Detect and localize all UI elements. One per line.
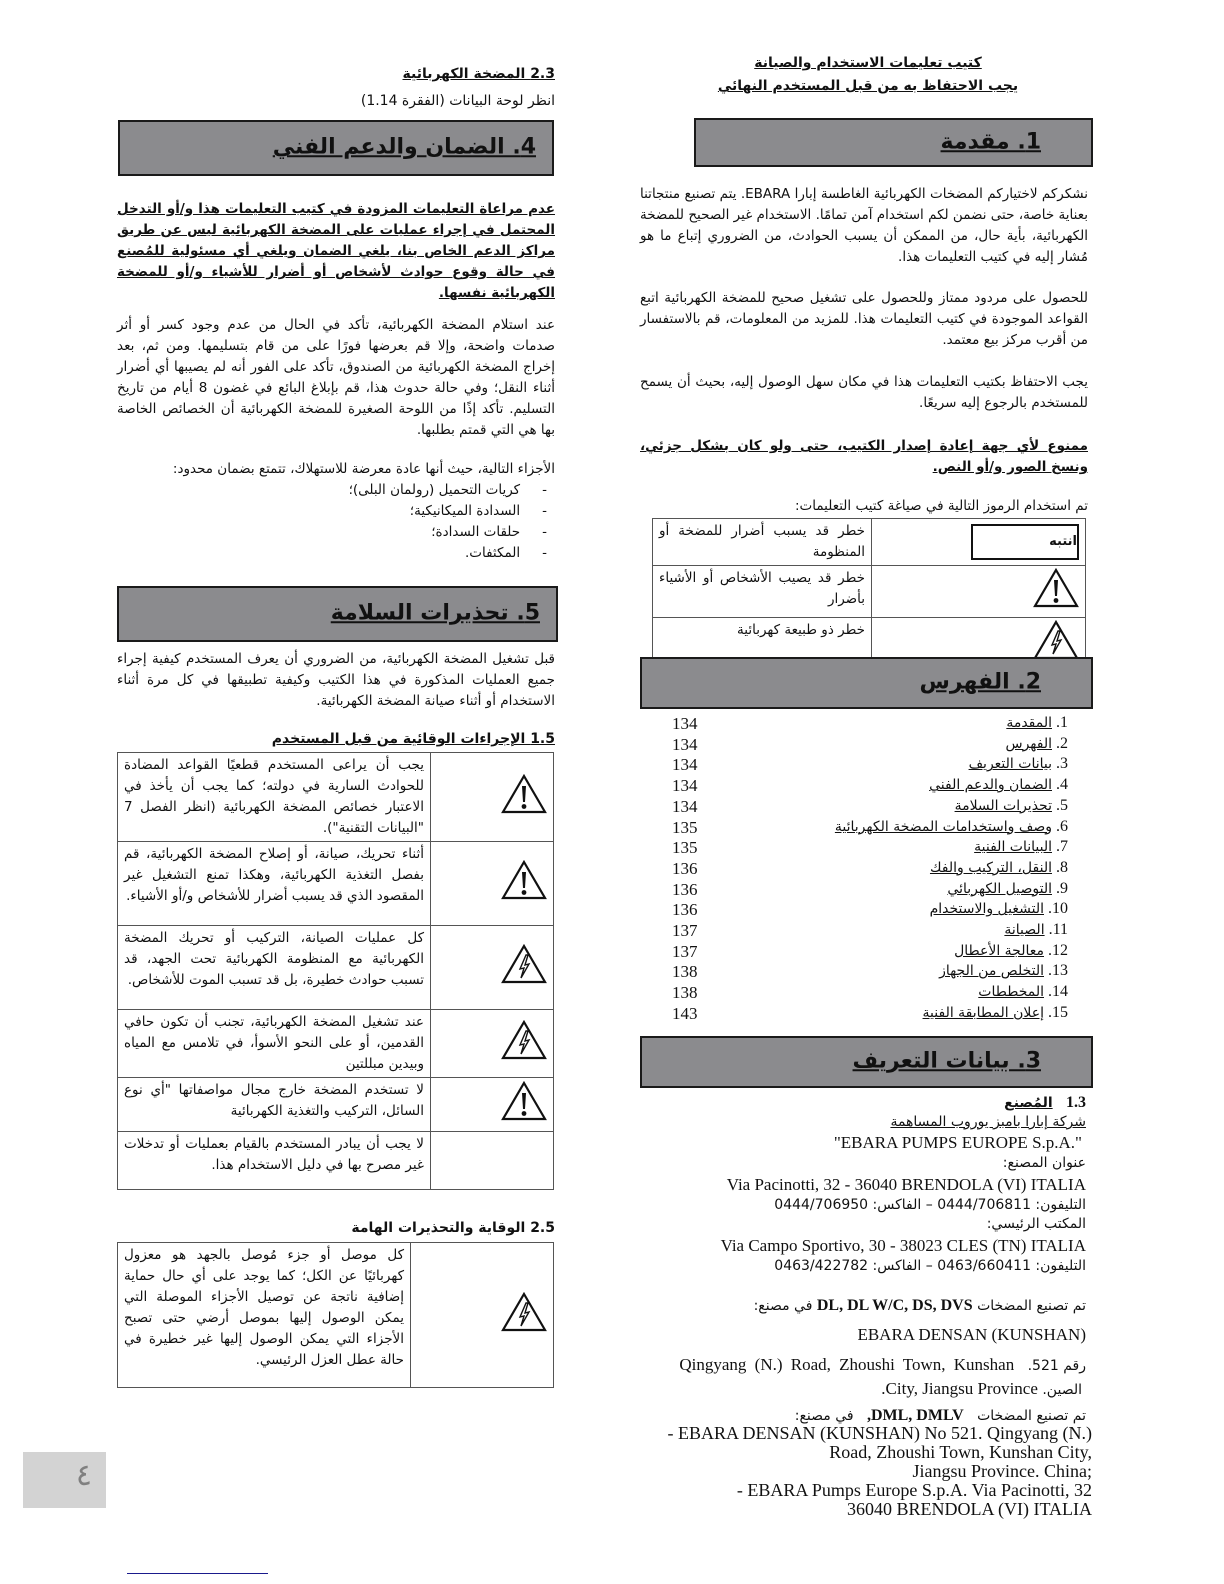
factory-address: Via Pacinotti, 32 - 36040 BRENDOLA (VI) ITALIA bbox=[726, 1175, 1086, 1194]
toc-item-title: الفهرس bbox=[1005, 735, 1052, 752]
page-number-box bbox=[23, 1452, 106, 1508]
table-row bbox=[653, 519, 1086, 566]
toc-label bbox=[1005, 735, 1068, 753]
manufacturer-block bbox=[640, 1093, 1086, 1426]
safety-paragraph: قبل تشغيل المضخة الكهربائية، من الضروري أن يعرف المستخدم كيفية إجراء جميع العمليات المذكورة في هذا الكتيب وكيفية تطبيقها في كل مرة أثناء الاستخدام أو أثناء صيانة المضخة الكهربائية. bbox=[117, 651, 555, 709]
copyright-warning: ممنوع لأي جهة إعادة إصدار الكتيب، حتى ولو كان بشكل جزئي، ونسخ الصور و/أو النص. bbox=[640, 438, 1088, 475]
list-item-text: كريات التحميل (رولمان البلى)؛ bbox=[348, 482, 521, 498]
description-cell: يجب أن يراعى المستخدم قطعيًا القواعد المضادة للحوادث السارية في دولته؛ كما يجب أن يأخذ في الاعتبار خصائص المضخة الكهربائية (انظر الفصل 7 "البيانات التقنية"). bbox=[118, 753, 431, 842]
warning-triangle-icon bbox=[501, 888, 547, 904]
toc-page-number: 134 bbox=[672, 714, 698, 733]
toc-page-number: 134 bbox=[672, 796, 698, 816]
subsection-title: 2.5 الوقاية والتحذيرات الهامة bbox=[351, 1220, 555, 1236]
toc-item-title: تحذيرات السلامة bbox=[954, 797, 1052, 814]
made-label: تم تصنيع المضخات bbox=[977, 1298, 1086, 1314]
toc-label bbox=[930, 859, 1068, 877]
table-row bbox=[118, 842, 554, 926]
parts-intro: الأجزاء التالية، حيث أنها عادة معرضة للاستهلاك، تتمتع بضمان محدود: bbox=[172, 461, 555, 477]
parts-block bbox=[117, 459, 555, 564]
electric-hazard-icon bbox=[501, 972, 547, 988]
list-item-text: السدادة الميكانيكية؛ bbox=[409, 503, 521, 519]
description-cell: كل عمليات الصيانة، التركيب أو تحريك المضخة الكهربائية مع المنظومة الكهربائية تحت الجهد، قد تسبب حوادث خطيرة، بل قد تسبب الموت للأشخاص. bbox=[118, 926, 431, 1010]
symbol-cell bbox=[431, 1010, 554, 1078]
intro-paragraph: يجب الاحتفاظ بكتيب التعليمات هذا في مكان سهل الوصول إليه، بحيث أن يسمح للمستخدم بالرجوع إليه سريعًا. bbox=[640, 374, 1088, 411]
toc-page-number: 136 bbox=[672, 900, 698, 920]
section-header-identification bbox=[640, 1036, 1093, 1088]
list-item: -المكثفات. bbox=[464, 545, 547, 561]
toc-page-number: 138 bbox=[672, 983, 698, 1003]
toc-page-number: 138 bbox=[672, 962, 698, 982]
models: DML, DMLV, bbox=[866, 1407, 964, 1424]
symbols-intro: تم استخدام الرموز التالية في صياغة كتيب التعليمات: bbox=[795, 498, 1088, 514]
toc-entry[interactable] bbox=[640, 755, 1092, 776]
important-warnings-table bbox=[117, 1242, 554, 1388]
description-cell: لا يجب أن يبادر المستخدم بالقيام بعمليات أو تدخلات غير مصرح بها في دليل الاستخدام هذا. bbox=[118, 1132, 431, 1190]
toc-entry[interactable] bbox=[640, 838, 1092, 859]
toc-item-title: معالجة الأعطال bbox=[954, 942, 1044, 959]
toc-label bbox=[930, 900, 1068, 918]
toc-item-number: 3. bbox=[1052, 755, 1068, 773]
table-row bbox=[118, 1078, 554, 1132]
description-cell: لا تستخدم المضخة خارج مجال مواصفاتها "أي نوع السائل، التركيب والتغذية الكهربائية bbox=[118, 1078, 431, 1132]
toc-entry[interactable] bbox=[640, 983, 1092, 1004]
table-row bbox=[118, 1010, 554, 1078]
section-header-index bbox=[640, 657, 1093, 709]
toc-entry[interactable] bbox=[640, 776, 1092, 797]
symbol-cell bbox=[431, 753, 554, 842]
document-title bbox=[640, 52, 1096, 98]
symbol-cell bbox=[431, 1132, 554, 1190]
section-header-warranty bbox=[118, 120, 554, 176]
warning-triangle-icon bbox=[501, 1109, 547, 1125]
warning-triangle-icon bbox=[1033, 596, 1079, 612]
subsection-text: انظر لوحة البيانات (الفقرة 1.14) bbox=[360, 93, 555, 109]
title-line: يجب الاحتفاظ به من قبل المستخدم النهائي bbox=[717, 78, 1019, 94]
factory-line: Jiangsu Province. China; bbox=[912, 1461, 1092, 1481]
section-heading: 3. بيانات التعريف bbox=[852, 1048, 1041, 1074]
toc-entry[interactable] bbox=[640, 797, 1092, 818]
toc-page-number: 134 bbox=[672, 734, 698, 754]
toc-entry[interactable] bbox=[640, 900, 1092, 921]
intro-paragraph: نشكركم لاختياركم المضخات الكهربائية الغاطسة إبارا EBARA. يتم تصنيع منتجاتنا بعناية خاصة، حتى نضمن لكم استخدام آمن تمامًا. الاستخدام غير الصحيح للمضخة الكهربائية، بأية حال، من الممكن أن يسبب الحوادث، من الضروري إتباع ما هو مُشار إليه في كتيب التعليمات هذا. bbox=[639, 186, 1088, 265]
toc-label bbox=[1004, 921, 1068, 939]
title-line: كتيب تعليمات الاستخدام والصيانة bbox=[754, 55, 982, 71]
toc-label bbox=[1006, 714, 1068, 732]
toc-page-number: 143 bbox=[672, 1003, 698, 1023]
toc-item-title: النقل، التركيب والفك bbox=[929, 859, 1052, 876]
list-item: -كريات التحميل (رولمان البلى)؛ bbox=[348, 482, 547, 498]
toc-page-number: 135 bbox=[672, 838, 698, 858]
toc-label bbox=[969, 755, 1068, 773]
toc-item-number: 12. bbox=[1044, 941, 1068, 959]
toc-entry[interactable] bbox=[640, 859, 1092, 880]
company-name-arabic: شركة إبارا بامبز يوروب المساهمة bbox=[890, 1114, 1086, 1130]
toc-item-title: وصف واستخدامات المضخة الكهربائية bbox=[834, 818, 1052, 835]
list-item: -حلقات السدادة؛ bbox=[431, 524, 547, 540]
section-header-introduction bbox=[694, 118, 1093, 167]
toc-label bbox=[947, 880, 1068, 898]
toc-label bbox=[954, 942, 1068, 960]
subsection-number: 1.3 bbox=[1066, 1094, 1086, 1111]
description-cell: كل موصل أو جزء مُوصل بالجهد هو معزول كهربائيًا عن الكل؛ كما يوجد على أي حال حماية إضافية ناتجة عن توصيل الأجزاء الموصلة التي يمكن الوصول إليها بموصل أرضي حتى تصبح الأجزاء التي يمكن الوصول إليها غير خطيرة في حالة عطل العزل الرئيسي. bbox=[118, 1243, 411, 1388]
toc-item-number: 9. bbox=[1052, 879, 1068, 897]
warranty-paragraph: عند استلام المضخة الكهربائية، تأكد في الحال من عدم وجود كسر أو أثر صدمات واضحة، وإلا قم بعرضها فورًا على من قام بتسليمها. ومن ثم، بعد إخراج المضخة الكهربائية من الصندوق، تأكد على الفور أنه لم يصيبها أي أضرار أثناء النقل؛ وفي حالة حدوث هذا، قم بإبلاغ البائع في غضون 8 أيام من تاريخ التسليم. تأكد إذًا من اللوحة الصغيرة للمضخة الكهربائية أن الخصائص الخاصة بها هي التي قمتم بطلبها. bbox=[117, 317, 555, 438]
toc-entry[interactable] bbox=[640, 735, 1092, 756]
table-row bbox=[118, 1132, 554, 1190]
table-row bbox=[118, 926, 554, 1010]
footnote-separator bbox=[127, 1573, 268, 1574]
toc-entry[interactable] bbox=[640, 942, 1092, 963]
section-heading: 4. الضمان والدعم الفني bbox=[272, 134, 536, 160]
toc-label bbox=[939, 962, 1068, 980]
toc-label bbox=[923, 1004, 1068, 1022]
made-label: تم تصنيع المضخات bbox=[977, 1408, 1086, 1424]
symbol-cell bbox=[431, 926, 554, 1010]
toc-page-number: 135 bbox=[672, 817, 698, 837]
address-part: Qingyang (N.) Road, Zhoushi Town, Kunshan bbox=[679, 1355, 1015, 1374]
symbol-cell bbox=[431, 1078, 554, 1132]
toc-item-title: البيانات الفنية bbox=[974, 839, 1052, 856]
toc-label bbox=[955, 797, 1068, 815]
symbols-table bbox=[652, 518, 1086, 670]
list-item: -السدادة الميكانيكية؛ bbox=[409, 503, 547, 519]
symbol-cell bbox=[872, 519, 1086, 566]
toc-item-number: 7. bbox=[1052, 838, 1068, 856]
toc-page-number: 136 bbox=[672, 858, 698, 878]
toc-page-number: 137 bbox=[672, 921, 698, 940]
symbol-cell bbox=[411, 1243, 554, 1388]
toc-item-title: التوصيل الكهربائي bbox=[947, 880, 1052, 897]
toc-item-title: الصيانة bbox=[1004, 922, 1045, 938]
warning-triangle-icon bbox=[501, 802, 547, 818]
toc-label bbox=[974, 838, 1068, 856]
toc-item-number: 15. bbox=[1044, 1003, 1068, 1021]
toc-entry[interactable] bbox=[640, 962, 1092, 983]
table-row bbox=[118, 753, 554, 842]
company-name: "EBARA PUMPS EUROPE S.p.A." bbox=[833, 1133, 1082, 1152]
toc-item-number: 10. bbox=[1044, 900, 1068, 918]
toc-label bbox=[978, 983, 1068, 1001]
toc-item-number: 2. bbox=[1052, 734, 1068, 752]
address-part: الصين. bbox=[1042, 1382, 1082, 1398]
factory-line: 36040 BRENDOLA (VI) ITALIA bbox=[846, 1499, 1092, 1519]
toc-item-number: 6. bbox=[1052, 817, 1068, 835]
description-cell: خطر ذو طبيعة كهربائية bbox=[653, 618, 872, 670]
toc-item-number: 1. bbox=[1052, 714, 1068, 731]
table-row bbox=[118, 1243, 554, 1388]
office-address: Via Campo Sportivo, 30 - 38023 CLES (TN) ITALIA bbox=[720, 1236, 1086, 1255]
office-label: المكتب الرئيسي: bbox=[986, 1216, 1086, 1232]
subsection-title: المُصنع bbox=[1004, 1095, 1053, 1111]
section-heading: 1. مقدمة bbox=[940, 128, 1041, 154]
factory-line: Road, Zhoushi Town, Kunshan City, bbox=[829, 1442, 1092, 1462]
toc-item-number: 13. bbox=[1044, 962, 1068, 980]
toc-item-number: 11. bbox=[1044, 921, 1068, 938]
factory-line: - EBARA Pumps Europe S.p.A. Via Pacinotti, 32 bbox=[736, 1480, 1092, 1500]
toc-entry[interactable] bbox=[640, 921, 1092, 942]
attention-label: انتبه bbox=[971, 524, 1079, 560]
toc-page-number: 134 bbox=[672, 776, 698, 796]
electric-hazard-icon bbox=[501, 1320, 547, 1336]
factory-label: عنوان المصنع: bbox=[1002, 1155, 1086, 1171]
address-part: رقم 521. bbox=[1027, 1358, 1086, 1374]
page-number: ٤ bbox=[75, 1458, 92, 1493]
factory-list bbox=[630, 1424, 1092, 1519]
subsection-title: 1.5 الإجراءات الوقائية من قبل المستخدم bbox=[271, 731, 555, 747]
table-row bbox=[653, 566, 1086, 618]
toc-page-number: 137 bbox=[672, 941, 698, 961]
toc-entry[interactable] bbox=[640, 880, 1092, 901]
toc-page-number: 136 bbox=[672, 879, 698, 899]
toc-label bbox=[929, 776, 1068, 794]
toc-label bbox=[835, 818, 1068, 836]
factory-name: EBARA DENSAN (KUNSHAN) bbox=[857, 1325, 1086, 1344]
toc-item-number: 8. bbox=[1052, 858, 1068, 876]
warranty-warning: عدم مراعاة التعليمات المزودة في كتيب التعليمات هذا و/أو التدخل المحتمل في إجراء عمليات على المضخة الكهربائية ليس عن طريق مراكز الدعم الخاص بنا، يلغي الضمان ويلغي أي مسئولية للمُصنع في حالة وقوع حوادث لأشخاص أو أضرار للأشياء و/أو للمضخة الكهربائية نفسها. bbox=[117, 201, 555, 301]
toc-page-number: 134 bbox=[672, 755, 698, 775]
toc-item-title: المقدمة bbox=[1006, 715, 1052, 731]
description-cell: خطر قد يسبب أضرار للمضخة أو المنظومة bbox=[653, 519, 872, 566]
toc-item-title: التخلص من الجهاز bbox=[939, 963, 1044, 980]
table-of-contents bbox=[640, 714, 1092, 1029]
models: DL, DL W/C, DS, DVS bbox=[816, 1297, 973, 1314]
toc-item-number: 5. bbox=[1052, 796, 1068, 814]
toc-item-title: بيانات التعريف bbox=[968, 756, 1052, 773]
office-phone: التليفون: 0463/660411 – الفاكس: 0463/422782 bbox=[774, 1258, 1086, 1274]
symbol-cell bbox=[431, 842, 554, 926]
subsection-title: 2.3 المضخة الكهربائية bbox=[402, 66, 555, 82]
toc-item-title: التشغيل والاستخدام bbox=[929, 901, 1044, 918]
section-heading: 2. الفهرس bbox=[919, 669, 1041, 695]
description-cell: أثناء تحريك، صيانة، أو إصلاح المضخة الكهربائية، قم بفصل التغذية الكهربائية، وهكذا تمنع التشغيل غير المقصود الذي قد يسبب أضرار للأشخاص و/أو الأشياء. bbox=[118, 842, 431, 926]
address-part: City, Jiangsu Province. bbox=[881, 1379, 1038, 1398]
section-heading: 5. تحذيرات السلامة bbox=[330, 600, 540, 626]
symbol-cell bbox=[872, 566, 1086, 618]
made-label: في مصنع: bbox=[794, 1408, 854, 1424]
toc-item-title: المخططات bbox=[978, 984, 1044, 1001]
intro-paragraph: للحصول على مردود ممتاز وللحصول على تشغيل صحيح للمضخة الكهربائية اتبع القواعد الموجودة في كتيب التعليمات هذا. للمزيد من المعلومات، قم بالاستفسار من أقرب مركز بيع معتمد. bbox=[640, 290, 1088, 348]
description-cell: خطر قد يصيب الأشخاص أو الأشياء بأضرار bbox=[653, 566, 872, 618]
precautions-table bbox=[117, 752, 554, 1190]
factory-phone: التليفون: 0444/706811 – الفاكس: 0444/706950 bbox=[774, 1197, 1086, 1213]
toc-item-title: الضمان والدعم الفني bbox=[929, 777, 1052, 794]
toc-item-number: 4. bbox=[1052, 776, 1068, 794]
toc-entry[interactable] bbox=[640, 1004, 1092, 1025]
toc-entry[interactable] bbox=[640, 818, 1092, 839]
list-item-text: حلقات السدادة؛ bbox=[431, 524, 521, 540]
toc-entry[interactable] bbox=[640, 714, 1092, 735]
list-item-text: المكثفات. bbox=[464, 545, 521, 561]
made-label: في مصنع: bbox=[753, 1298, 813, 1314]
toc-item-title: إعلان المطابقة الفنية bbox=[922, 1004, 1044, 1021]
description-cell: عند تشغيل المضخة الكهربائية، تجنب أن تكون حافي القدمين، أو على النحو الأسوأ، في تلامس مع المياه وبيدين مبللتين bbox=[118, 1010, 431, 1078]
factory-line: - EBARA DENSAN (KUNSHAN) No 521. Qingyang (N.) bbox=[667, 1423, 1092, 1443]
section-header-safety bbox=[117, 586, 558, 642]
electric-hazard-icon bbox=[501, 1048, 547, 1064]
toc-item-number: 14. bbox=[1044, 983, 1068, 1001]
